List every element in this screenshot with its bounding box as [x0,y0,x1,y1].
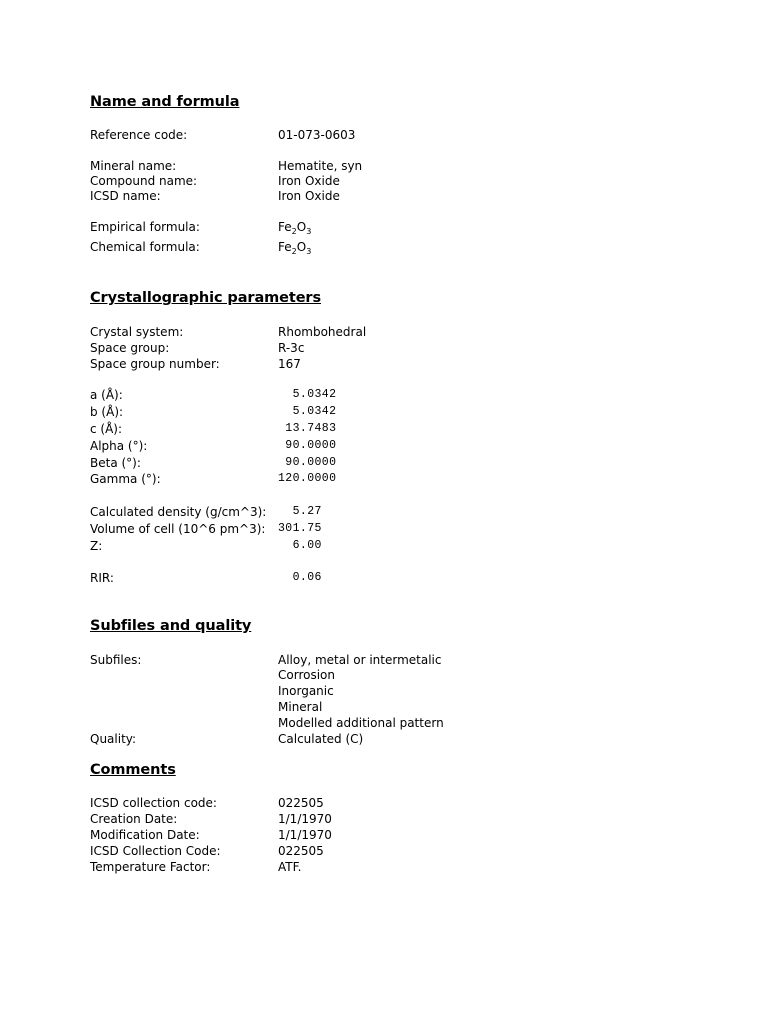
field-label: Creation Date: [90,812,178,826]
field-label: Chemical formula: [90,240,200,254]
field-value: 167 [278,357,301,371]
section-heading-name-formula: Name and formula [90,94,240,110]
field-value: 5.0342 [278,388,337,401]
field-label: Subfiles: [90,653,142,667]
field-value: 0.06 [278,571,322,584]
field-value: 6.00 [278,539,322,552]
formula-value: $Fe_2O_3$ [278,220,312,236]
section-heading-comments: Comments [90,762,176,778]
field-value: 90.0000 [278,456,337,469]
field-value: 120.0000 [278,472,337,485]
list-item: Inorganic [278,684,334,698]
field-label: Alpha (°): [90,439,148,453]
field-value: 301.75 [278,522,322,535]
field-label: Space group number: [90,357,220,371]
field-value: Rhombohedral [278,325,367,339]
field-value: 1/1/1970 [278,812,332,826]
field-label: Temperature Factor: [90,860,211,874]
field-value: R-3c [278,341,305,355]
field-label: Quality: [90,732,137,746]
field-label: Space group: [90,341,170,355]
list-item: Mineral [278,700,323,714]
field-value: 1/1/1970 [278,828,332,842]
field-label: ICSD collection code: [90,796,217,810]
field-value: 5.27 [278,505,322,518]
formula-value: $Fe_2O_3$ [278,240,312,256]
field-value: 022505 [278,844,324,858]
field-label: ICSD Collection Code: [90,844,221,858]
field-label: RIR: [90,571,114,585]
field-label: Crystal system: [90,325,184,339]
field-value: ATF. [278,860,302,874]
field-label: a (Å): [90,388,123,402]
field-value: 13.7483 [278,422,337,435]
field-value: Calculated (C) [278,732,364,746]
field-label: Mineral name: [90,159,177,173]
field-label: Gamma (°): [90,472,161,486]
field-value: Iron Oxide [278,174,340,188]
field-label: Reference code: [90,128,188,142]
section-heading-crystallographic: Crystallographic parameters [90,290,322,306]
field-value: Hematite, syn [278,159,363,173]
field-value: 90.0000 [278,439,337,452]
field-label: Beta (°): [90,456,141,470]
field-label: Compound name: [90,174,198,188]
list-item: Modelled additional pattern [278,716,444,730]
field-value: Iron Oxide [278,189,340,203]
field-label: ICSD name: [90,189,161,203]
list-item: Alloy, metal or intermetalic [278,653,442,667]
field-label: b (Å): [90,405,124,419]
field-value: 01-073-0603 [278,128,356,142]
field-label: Empirical formula: [90,220,200,234]
field-label: Calculated density (g/cm^3): [90,505,267,519]
list-item: Corrosion [278,668,335,682]
field-label: Volume of cell (10^6 pm^3): [90,522,266,536]
section-heading-subfiles: Subfiles and quality [90,618,252,634]
field-value: 5.0342 [278,405,337,418]
field-value: 022505 [278,796,324,810]
field-label: Z: [90,539,103,553]
field-label: Modification Date: [90,828,200,842]
field-label: c (Å): [90,422,123,436]
